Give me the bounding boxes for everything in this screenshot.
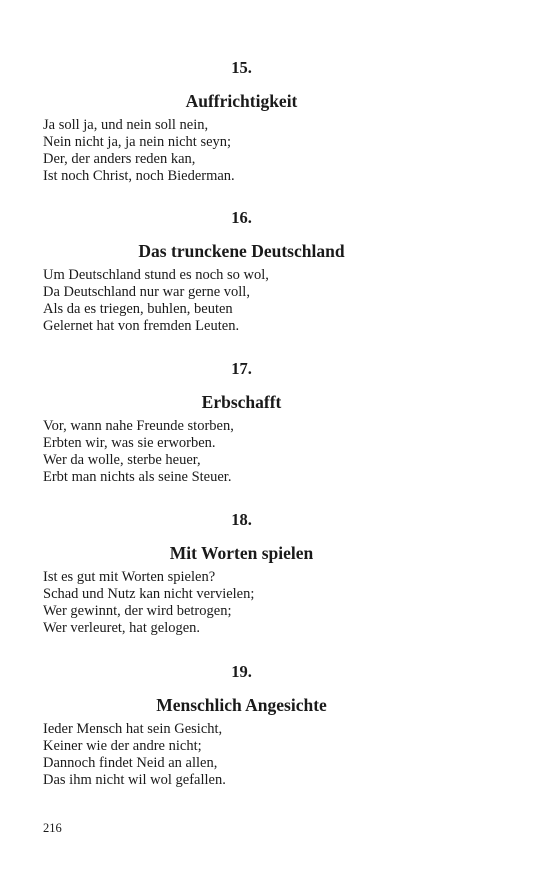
poem-number: 18. xyxy=(231,510,252,529)
poem-line: Ieder Mensch hat sein Gesicht, xyxy=(43,721,223,737)
poem-15 xyxy=(43,58,440,185)
poem-lines xyxy=(43,117,440,185)
poem-line: Das ihm nicht wil wol gefallen. xyxy=(43,772,226,788)
poem-number: 16. xyxy=(231,208,252,227)
poem-17 xyxy=(43,359,440,486)
poem-lines xyxy=(43,267,440,335)
poem-lines xyxy=(43,721,440,789)
poem-line: Nein nicht ja, ja nein nicht seyn; xyxy=(43,134,232,150)
poem-title: Menschlich Angesichte xyxy=(156,695,327,715)
poem-title: Das trunckene Deutschland xyxy=(138,241,345,261)
poem-line: Keiner wie der andre nicht; xyxy=(43,738,202,754)
poem-18 xyxy=(43,510,440,637)
poem-line: Dannoch findet Neid an allen, xyxy=(43,755,218,771)
poem-number: 15. xyxy=(231,58,252,77)
poem-number: 17. xyxy=(231,359,252,378)
poem-line: Wer verleuret, hat gelogen. xyxy=(43,620,201,636)
poem-title: Mit Worten spielen xyxy=(169,543,314,563)
poem-line: Um Deutschland stund es noch so wol, xyxy=(43,267,269,283)
page-number: 216 xyxy=(43,821,62,835)
poem-16 xyxy=(43,208,440,335)
poem-19 xyxy=(43,662,440,789)
poem-line: Ja soll ja, und nein soll nein, xyxy=(43,117,209,133)
poem-line: Wer da wolle, sterbe heuer, xyxy=(43,452,201,468)
poem-line: Schad und Nutz kan nicht vervielen; xyxy=(43,586,255,602)
poem-line: Vor, wann nahe Freunde storben, xyxy=(43,418,234,434)
poem-line: Der, der anders reden kan, xyxy=(43,151,196,167)
poem-line: Gelernet hat von fremden Leuten. xyxy=(43,318,240,334)
poem-line: Da Deutschland nur war gerne voll, xyxy=(43,284,250,300)
poem-lines xyxy=(43,569,440,637)
poem-line: Erbt man nichts als seine Steuer. xyxy=(43,469,232,485)
poem-title: Auffrichtigkeit xyxy=(185,91,298,111)
poem-number: 19. xyxy=(231,662,252,681)
poem-line: Erbten wir, was sie erworben. xyxy=(43,435,216,451)
poem-line: Wer gewinnt, der wird betrogen; xyxy=(43,603,232,619)
poem-title: Erbschafft xyxy=(201,392,282,412)
poem-lines xyxy=(43,418,440,486)
poem-line: Ist noch Christ, noch Biederman. xyxy=(43,168,235,184)
poem-line: Als da es triegen, buhlen, beuten xyxy=(43,301,233,317)
poem-line: Ist es gut mit Worten spielen? xyxy=(43,569,216,585)
